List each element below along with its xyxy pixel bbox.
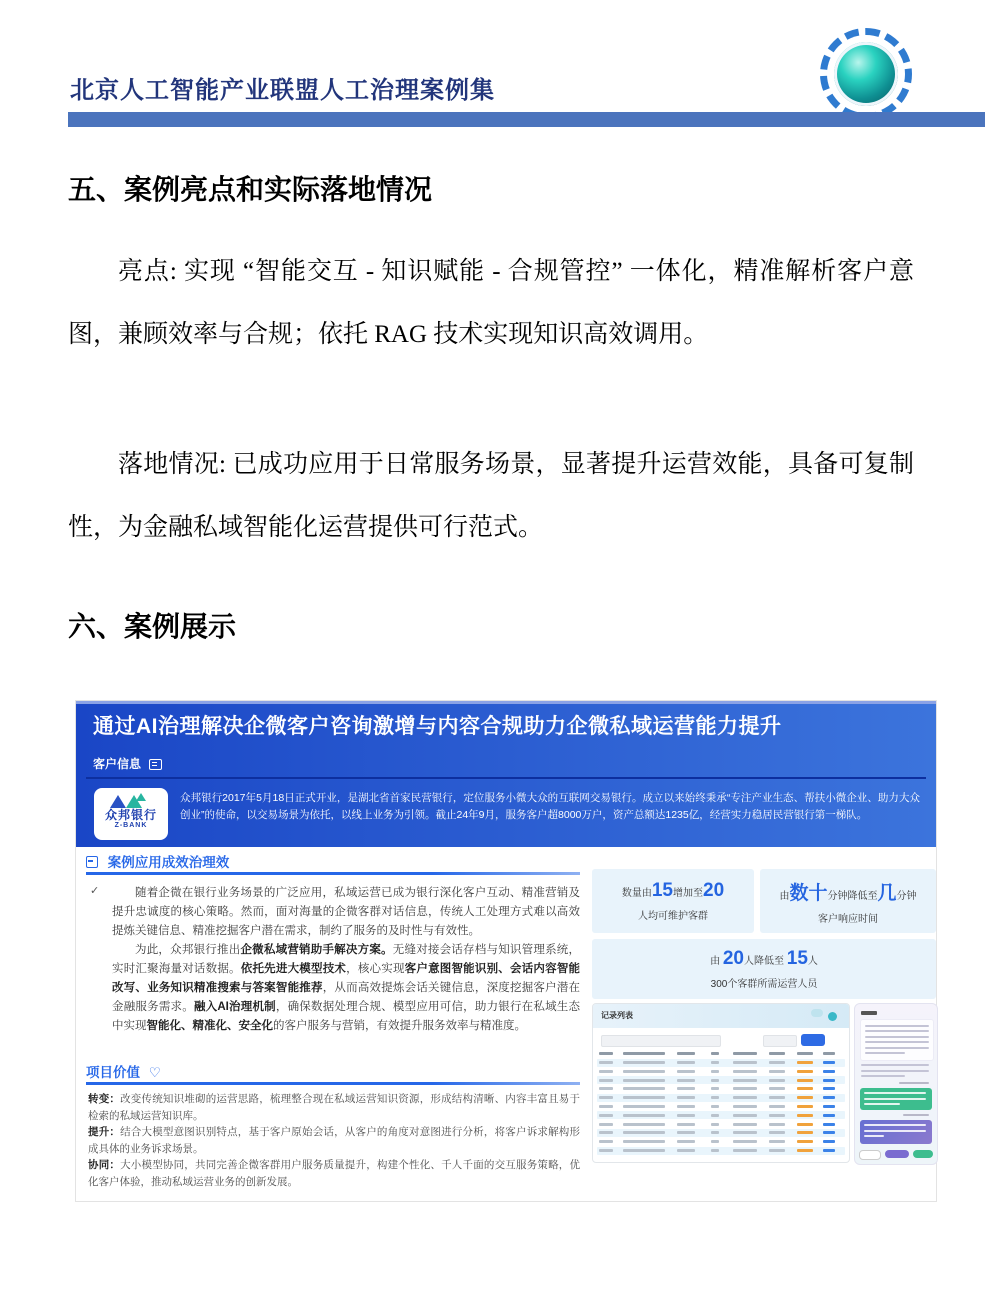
table-cell	[769, 1114, 785, 1117]
value-heading-text: 项目价值	[86, 1065, 140, 1080]
table-cell	[711, 1123, 719, 1126]
chat-text-line	[865, 1030, 929, 1032]
table-cell	[733, 1114, 757, 1117]
table-cell	[599, 1105, 613, 1108]
table-cell	[733, 1105, 757, 1108]
value-item-text: 大小模型协同，共同完善企微客群用户服务质量提升，构建个性化、千人千面的交互服务策略，优化客户体验，推动私域运营业务的创新发展。	[88, 1159, 581, 1188]
table-cell	[769, 1096, 785, 1099]
chat-purple-bubble	[860, 1120, 932, 1144]
table-cell	[769, 1140, 785, 1143]
chat-secondary-button	[859, 1150, 881, 1160]
landing-paragraph: 落地情况: 已成功应用于日常服务场景，显著提升运营效能，具备可复制性，为金融私域智能化运营提供可行范式。	[68, 451, 914, 541]
table-cell	[599, 1131, 613, 1134]
page-title: 北京人工智能产业联盟人工治理案例集	[70, 78, 495, 104]
table-cell	[677, 1123, 695, 1126]
cloud-icon	[811, 1009, 823, 1017]
table-cell	[733, 1149, 757, 1152]
table-cell	[711, 1149, 719, 1152]
highlight-paragraph: 亮点: 实现 “智能交互 - 知识赋能 - 合规管控” 一体化，精准解析客户意图，兼顾效率与合规；依托 RAG 技术实现知识高效调用。	[68, 258, 914, 348]
customer-info-divider	[86, 777, 926, 779]
table-cell	[711, 1131, 719, 1134]
chat-text-line	[865, 1052, 905, 1054]
table-cell	[623, 1070, 665, 1073]
table-cell	[599, 1061, 613, 1064]
table-cell	[797, 1123, 813, 1126]
bank-mountains-icon	[94, 793, 168, 809]
table-cell	[599, 1079, 613, 1082]
table-header-cell	[623, 1052, 665, 1055]
chat-label	[903, 1114, 929, 1116]
table-cell	[769, 1105, 785, 1108]
table-cell	[711, 1114, 719, 1117]
stat-card-response-time	[760, 869, 936, 933]
table-cell	[797, 1140, 813, 1143]
stat-value: 由 20人降低至 15人	[710, 948, 818, 969]
table-cell	[599, 1149, 613, 1152]
filter-dropdown	[763, 1035, 797, 1047]
table-cell	[623, 1061, 665, 1064]
table-cell	[711, 1070, 719, 1073]
slide-title: 通过AI治理解决企微客户咨询激增与内容合规助力企微私域运营能力提升	[93, 715, 782, 738]
stat-caption: 人均可维护客群	[638, 911, 708, 922]
table-cell	[823, 1149, 835, 1152]
bank-name: 众邦银行	[104, 808, 157, 822]
chat-text-line	[864, 1103, 900, 1105]
table-cell	[677, 1061, 695, 1064]
chat-text-line	[864, 1135, 884, 1137]
table-cell	[769, 1149, 785, 1152]
table-cell	[733, 1061, 757, 1064]
table-cell	[623, 1096, 665, 1099]
table-cell	[733, 1087, 757, 1090]
table-cell	[677, 1140, 695, 1143]
table-cell	[733, 1096, 757, 1099]
effect-paragraph-1: 随着企微在银行业务场景的广泛应用，私域运营已成为银行深化客户互动、精准营销及提升忠诚度的核心策略。然而，面对海量的企微客群对话信息，传统人工处理方式难以高效提炼关键信息、精准挖掘客户潜在需求，制约了服务的及时性与有效性。	[112, 887, 580, 937]
table-cell	[823, 1079, 835, 1082]
table-cell	[797, 1070, 813, 1073]
effect-underline	[86, 872, 580, 875]
section5-heading: 五、案例亮点和实际落地情况	[68, 175, 433, 206]
table-cell	[711, 1079, 719, 1082]
record-list-screenshot	[592, 1003, 850, 1163]
case-slide-image	[75, 700, 937, 1202]
value-item-improve	[88, 1124, 580, 1157]
table-cell	[797, 1114, 813, 1117]
chat-teal-button	[913, 1150, 933, 1158]
table-cell	[599, 1123, 613, 1126]
window-icon	[86, 856, 98, 868]
value-item-transform	[88, 1091, 580, 1124]
bank-latin-name: Z-BANK	[114, 822, 148, 829]
chat-panel-title	[861, 1011, 877, 1015]
table-header-cell	[711, 1052, 719, 1055]
table-cell	[623, 1079, 665, 1082]
speech-bubble-icon	[149, 759, 162, 770]
checkmark-icon: ✓	[90, 885, 100, 897]
chat-text-line	[864, 1098, 926, 1100]
stat-caption: 客户响应时间	[818, 913, 878, 925]
stat-caption: 300个客群所需运营人员	[710, 979, 818, 990]
effect-paragraph-2: 为此，众邦银行推出企微私域营销助手解决方案。无缝对接会话存档与知识管理系统，实时汇聚海量对话数据。依托先进大模型技术，核心实现客户意图智能识别、会话内容智能改写、业务知识精准搜索与答案智能推荐，从而高效提炼会话关键信息，深度挖掘客户潜在金融服务需求。融入AI治理机制，确保数据处理合规、模型应用可信，助力银行在私域生态中实现智能化、精准化、安全化的客户服务与营销，有效提升服务效率与精准度。	[112, 944, 581, 1032]
chat-green-bubble	[860, 1088, 932, 1110]
stat-value: 数量由15增加至20	[621, 880, 725, 901]
value-items	[88, 1091, 580, 1190]
table-cell	[769, 1087, 785, 1090]
value-item-label: 提升：	[88, 1126, 121, 1138]
table-cell	[823, 1061, 835, 1064]
header-divider	[68, 112, 985, 127]
table-header-cell	[823, 1052, 835, 1055]
value-item-label: 转变：	[88, 1093, 121, 1105]
table-cell	[797, 1149, 813, 1152]
table-cell	[797, 1096, 813, 1099]
triangle-icon	[136, 793, 146, 801]
table-cell	[677, 1070, 695, 1073]
stat-card-maintain-groups	[592, 869, 754, 933]
table-cell	[623, 1131, 665, 1134]
bank-logo-card	[94, 788, 168, 840]
customer-info-label	[93, 755, 162, 772]
table-cell	[599, 1096, 613, 1099]
table-cell	[823, 1140, 835, 1143]
triangle-icon	[110, 795, 126, 808]
value-item-text: 结合大模型意图识别特点，基于客户原始会话，从客户的角度对意图进行分析，将客户诉求解构形成具体的业务诉求场景。	[88, 1126, 581, 1155]
alliance-globe-logo	[820, 28, 912, 120]
table-cell	[711, 1087, 719, 1090]
table-cell	[599, 1114, 613, 1117]
table-cell	[797, 1061, 813, 1064]
value-item-label: 协同：	[88, 1159, 121, 1171]
value-item-synergy	[88, 1157, 580, 1190]
table-cell	[733, 1131, 757, 1134]
table-cell	[733, 1070, 757, 1073]
chat-text-line	[861, 1064, 929, 1066]
customer-info-text: 客户信息	[93, 757, 142, 771]
table-cell	[599, 1140, 613, 1143]
table-cell	[823, 1131, 835, 1134]
table-cell	[769, 1123, 785, 1126]
table-cell	[733, 1123, 757, 1126]
table-header-cell	[769, 1052, 785, 1055]
dashed-ring-icon	[820, 28, 912, 120]
table-cell	[769, 1079, 785, 1082]
chat-text-line	[864, 1124, 926, 1126]
table-header-cell	[797, 1052, 813, 1055]
table-cell	[797, 1131, 813, 1134]
table-cell	[823, 1096, 835, 1099]
table-cell	[677, 1114, 695, 1117]
table-cell	[733, 1079, 757, 1082]
clock-icon	[828, 1012, 837, 1021]
table-cell	[623, 1123, 665, 1126]
chat-label	[899, 1082, 929, 1084]
table-cell	[711, 1096, 719, 1099]
table-cell	[769, 1061, 785, 1064]
effect-heading-text: 案例应用成效治理效	[107, 855, 230, 870]
table-cell	[769, 1131, 785, 1134]
table-cell	[769, 1070, 785, 1073]
bank-description: 众邦银行2017年5月18日正式开业，是湖北省首家民营银行，定位服务小微大众的互联网交易银行。成立以来始终秉承“专注产业生态、帮扶小微企业、助力大众创业”的使命，以交易场景为依托，以线上业务为引领。截止24年9月，服务客户超8000万户，资产总额达1235亿，经营实力稳居民营银行第一梯队。	[180, 792, 920, 821]
value-item-text: 改变传统知识堆砌的运营思路，梳理整合现在私域运营知识资源，形成结构清晰、内容丰富且易于检索的私域运营知识库。	[88, 1093, 581, 1122]
chat-text-line	[865, 1041, 929, 1043]
table-cell	[677, 1079, 695, 1082]
chat-text-line	[864, 1092, 926, 1094]
table-cell	[623, 1114, 665, 1117]
table-cell	[599, 1070, 613, 1073]
table-cell	[623, 1140, 665, 1143]
search-button	[801, 1034, 825, 1046]
effect-section-heading	[86, 851, 229, 871]
table-cell	[677, 1131, 695, 1134]
table-cell	[599, 1087, 613, 1090]
table-cell	[711, 1105, 719, 1108]
table-cell	[677, 1149, 695, 1152]
stat-value: 由数十分钟降低至几分钟	[779, 882, 917, 904]
table-cell	[623, 1105, 665, 1108]
chat-summary-block	[860, 1019, 934, 1061]
table-cell	[823, 1087, 835, 1090]
table-cell	[623, 1087, 665, 1090]
section6-heading: 六、案例展示	[68, 612, 237, 643]
table-cell	[711, 1061, 719, 1064]
table-header-cell	[677, 1052, 695, 1055]
table-cell	[823, 1105, 835, 1108]
chat-text-line	[865, 1036, 929, 1038]
table-cell	[797, 1105, 813, 1108]
table-cell	[797, 1087, 813, 1090]
table-cell	[823, 1114, 835, 1117]
record-list-title: 记录列表	[601, 1011, 633, 1020]
heart-icon: ♡	[148, 1065, 161, 1080]
chat-text-line	[864, 1130, 926, 1132]
chat-text-line	[861, 1070, 929, 1072]
table-cell	[797, 1079, 813, 1082]
table-cell	[823, 1123, 835, 1126]
value-section-heading	[86, 1061, 161, 1081]
stat-card-operators-needed	[592, 939, 936, 999]
chat-panel-screenshot	[854, 1003, 938, 1165]
chat-purple-button	[885, 1150, 909, 1158]
search-input	[601, 1035, 721, 1047]
table-cell	[677, 1105, 695, 1108]
table-cell	[733, 1140, 757, 1143]
table-header-cell	[599, 1052, 613, 1055]
value-underline	[86, 1082, 580, 1085]
table-cell	[623, 1149, 665, 1152]
table-cell	[711, 1140, 719, 1143]
table-cell	[677, 1096, 695, 1099]
effect-paragraphs	[112, 884, 580, 1036]
table-header-cell	[733, 1052, 757, 1055]
chat-text-line	[861, 1075, 905, 1077]
chat-text-line	[865, 1025, 929, 1027]
chat-text-line	[865, 1047, 929, 1049]
table-cell	[823, 1070, 835, 1073]
table-cell	[677, 1087, 695, 1090]
